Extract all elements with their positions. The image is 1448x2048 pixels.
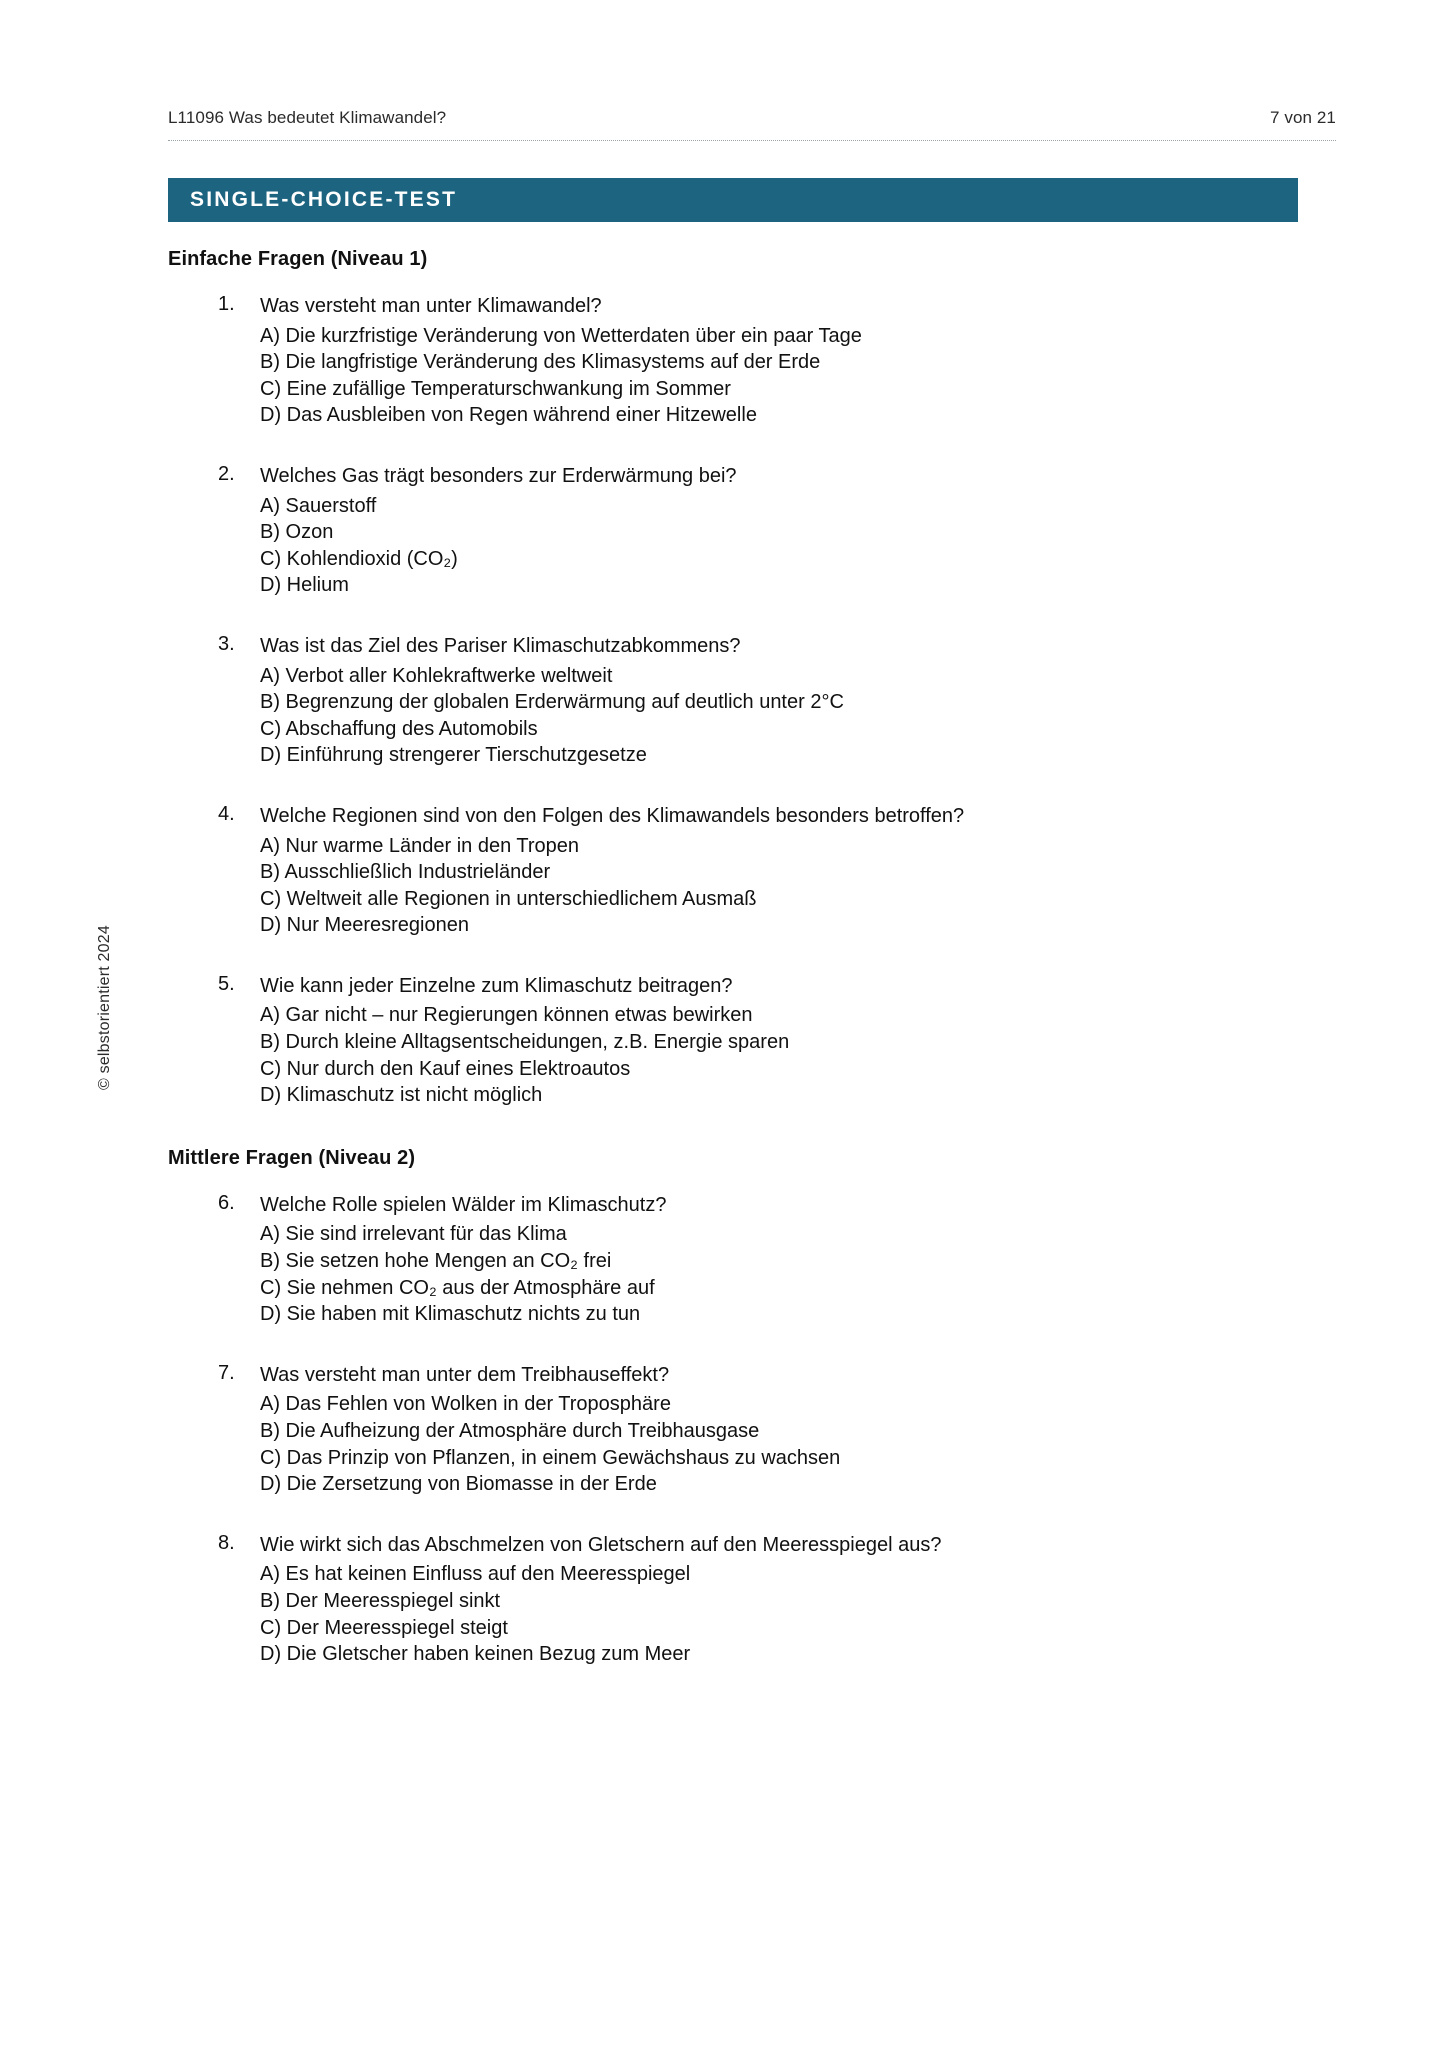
question-number: 5. <box>218 972 235 995</box>
answer-option[interactable]: B) Die Aufheizung der Atmosphäre durch Treibhausgase <box>260 1420 760 1442</box>
answer-options <box>260 663 1348 769</box>
question-number: 8. <box>218 1531 235 1554</box>
answer-option[interactable]: A) Das Fehlen von Wolken in der Troposphäre <box>260 1393 671 1416</box>
question-item <box>168 463 1348 599</box>
document-content <box>168 248 1348 1702</box>
answer-option[interactable]: D) Helium <box>260 574 349 597</box>
level-heading-1: Einfache Fragen (Niveau 1) <box>168 248 428 270</box>
copyright-notice: © selbstorientiert 2024 <box>96 925 113 1090</box>
answer-option[interactable]: A) Gar nicht – nur Regierungen können etwas bewirken <box>260 1004 753 1027</box>
answer-option[interactable]: C) Nur durch den Kauf eines Elektroautos <box>260 1057 631 1080</box>
question-text: Welche Regionen sind von den Folgen des Klimawandels besonders betroffen? <box>260 804 965 827</box>
question-text: Wie kann jeder Einzelne zum Klimaschutz beitragen? <box>260 974 733 997</box>
answer-option[interactable]: B) Durch kleine Alltagsentscheidungen, z.B. Energie sparen <box>260 1031 790 1054</box>
section-title-label: SINGLE-CHOICE-TEST <box>190 188 458 211</box>
answer-option[interactable]: A) Sie sind irrelevant für das Klima <box>260 1223 567 1246</box>
question-number: 3. <box>218 632 235 655</box>
answer-option[interactable]: C) Kohlendioxid (CO₂) <box>260 547 458 570</box>
header-divider <box>168 140 1336 141</box>
answer-option[interactable]: D) Sie haben mit Klimaschutz nichts zu tun <box>260 1303 641 1326</box>
question-list-level-2 <box>168 1192 1348 1668</box>
answer-option[interactable]: D) Nur Meeresregionen <box>260 914 469 937</box>
question-item <box>168 293 1348 429</box>
question-text: Welches Gas trägt besonders zur Erderwärmung bei? <box>260 464 737 487</box>
question-item <box>168 633 1348 769</box>
question-text: Wie wirkt sich das Abschmelzen von Gletschern auf den Meeresspiegel aus? <box>260 1533 942 1556</box>
page-header <box>168 108 1336 128</box>
answer-option[interactable]: B) Ozon <box>260 521 334 544</box>
answer-option[interactable]: D) Die Zersetzung von Biomasse in der Erde <box>260 1473 657 1496</box>
question-item <box>168 1532 1348 1668</box>
answer-option[interactable]: D) Einführung strengerer Tierschutzgesetze <box>260 744 647 767</box>
question-item <box>168 973 1348 1109</box>
question-item <box>168 803 1348 939</box>
question-list-level-1 <box>168 293 1348 1109</box>
answer-option[interactable]: A) Verbot aller Kohlekraftwerke weltweit <box>260 664 613 687</box>
header-document-title: L11096 Was bedeutet Klimawandel? <box>168 108 447 127</box>
answer-option[interactable]: B) Begrenzung der globalen Erderwärmung auf deutlich unter 2°C <box>260 691 844 714</box>
answer-option[interactable]: A) Die kurzfristige Veränderung von Wetterdaten über ein paar Tage <box>260 324 862 347</box>
answer-option[interactable]: C) Der Meeresspiegel steigt <box>260 1616 508 1639</box>
answer-option[interactable]: D) Die Gletscher haben keinen Bezug zum Meer <box>260 1643 691 1666</box>
question-number: 4. <box>218 802 235 825</box>
answer-options <box>260 323 1348 429</box>
answer-option[interactable]: C) Sie nehmen CO₂ aus der Atmosphäre auf <box>260 1276 655 1299</box>
answer-option[interactable]: B) Die langfristige Veränderung des Klimasystems auf der Erde <box>260 351 821 374</box>
question-number: 2. <box>218 462 235 485</box>
answer-options <box>260 1391 1348 1497</box>
question-number: 7. <box>218 1361 235 1384</box>
answer-option[interactable]: D) Klimaschutz ist nicht möglich <box>260 1084 543 1107</box>
level-heading-2: Mittlere Fragen (Niveau 2) <box>168 1146 416 1169</box>
answer-options <box>260 1561 1348 1667</box>
answer-option[interactable]: A) Sauerstoff <box>260 494 377 517</box>
answer-options <box>260 1221 1348 1327</box>
question-number: 1. <box>218 293 235 315</box>
question-text: Was versteht man unter dem Treibhauseffekt? <box>260 1363 670 1386</box>
answer-options <box>260 493 1348 599</box>
question-text: Was versteht man unter Klimawandel? <box>260 295 602 317</box>
answer-option[interactable]: B) Sie setzen hohe Mengen an CO₂ frei <box>260 1250 612 1273</box>
answer-option[interactable]: C) Das Prinzip von Pflanzen, in einem Gewächshaus zu wachsen <box>260 1446 841 1469</box>
question-item <box>168 1362 1348 1498</box>
question-text: Welche Rolle spielen Wälder im Klimaschutz? <box>260 1193 667 1216</box>
answer-option[interactable]: C) Weltweit alle Regionen in unterschiedlichem Ausmaß <box>260 887 757 910</box>
answer-options <box>260 1002 1348 1108</box>
answer-option[interactable]: D) Das Ausbleiben von Regen während einer Hitzewelle <box>260 404 757 427</box>
header-page-indicator: 7 von 21 <box>1269 108 1336 127</box>
answer-option[interactable]: B) Ausschließlich Industrieländer <box>260 861 551 884</box>
question-number: 6. <box>218 1191 235 1214</box>
section-title-bar <box>168 178 1298 222</box>
answer-option[interactable]: C) Eine zufällige Temperaturschwankung im Sommer <box>260 377 731 400</box>
answer-option[interactable]: A) Es hat keinen Einfluss auf den Meeresspiegel <box>260 1563 691 1586</box>
answer-options <box>260 833 1348 939</box>
answer-option[interactable]: B) Der Meeresspiegel sinkt <box>260 1589 501 1612</box>
question-item <box>168 1192 1348 1328</box>
question-text: Was ist das Ziel des Pariser Klimaschutzabkommens? <box>260 634 741 657</box>
answer-option[interactable]: A) Nur warme Länder in den Tropen <box>260 834 580 857</box>
answer-option[interactable]: C) Abschaffung des Automobils <box>260 717 538 740</box>
